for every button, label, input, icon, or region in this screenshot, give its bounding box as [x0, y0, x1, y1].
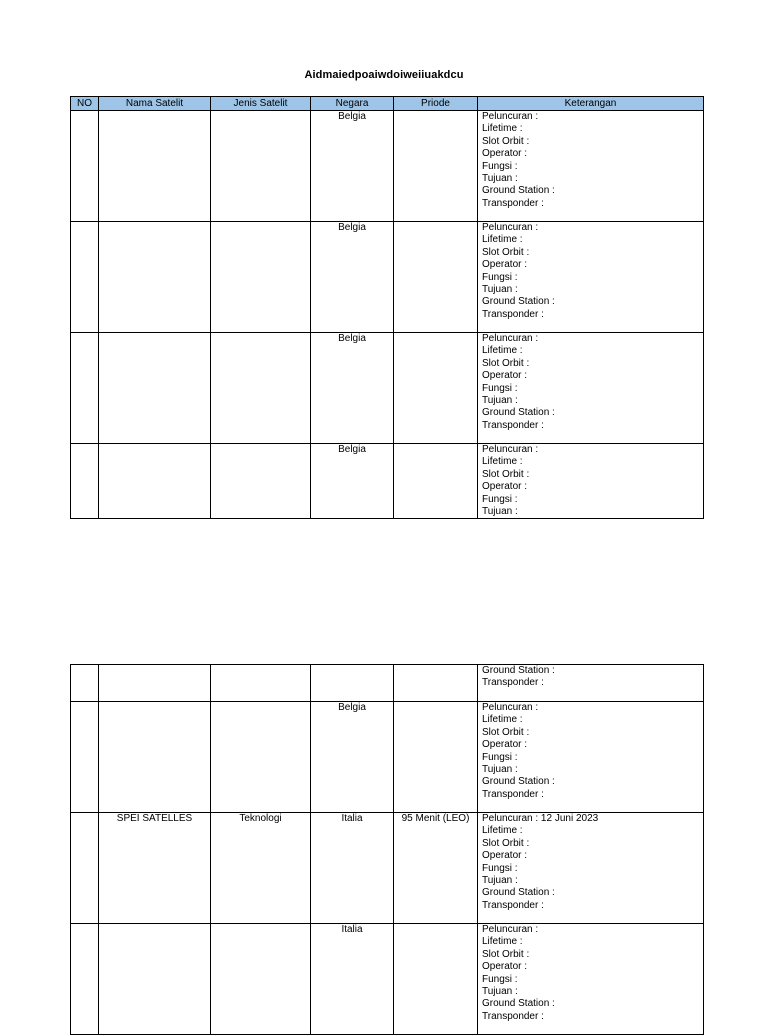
table-header-row — [71, 97, 704, 111]
keterangan-line: Lifetime : — [482, 234, 523, 246]
cell-no — [71, 333, 99, 444]
table-row — [71, 702, 704, 813]
cell-negara: Belgia — [311, 222, 394, 333]
keterangan-line: Fungsi : — [482, 493, 518, 505]
keterangan-line: Tujuan : — [482, 395, 518, 407]
document-title: Aidmaiedpoaiwdoiweiiuakdcu — [304, 69, 464, 81]
keterangan-line: Operator : — [482, 961, 528, 973]
keterangan-line: Ground Station : — [482, 776, 555, 788]
header-no: NO — [71, 97, 99, 111]
cell-nama-satelit — [99, 111, 211, 222]
header-negara: Negara — [311, 97, 394, 111]
cell-keterangan — [478, 813, 704, 924]
keterangan-line: Peluncuran : — [482, 444, 539, 455]
keterangan-line: Peluncuran : — [482, 111, 539, 122]
satellite-table-page-1 — [70, 96, 704, 519]
cell-no — [71, 665, 99, 702]
cell-jenis-satelit — [211, 444, 311, 519]
keterangan-line: Slot Orbit : — [482, 468, 530, 480]
cell-nama-satelit — [99, 444, 211, 519]
keterangan-line: Slot Orbit : — [482, 948, 530, 960]
cell-priode — [394, 444, 478, 519]
cell-keterangan — [478, 665, 704, 702]
header-priode: Priode — [394, 97, 478, 111]
cell-jenis-satelit — [211, 333, 311, 444]
keterangan-line: Lifetime : — [482, 714, 523, 726]
cell-nama-satelit — [99, 665, 211, 702]
cell-priode — [394, 924, 478, 1035]
cell-no — [71, 222, 99, 333]
keterangan-line: Fungsi : — [482, 973, 518, 985]
keterangan-line: Transponder : — [482, 788, 544, 800]
keterangan-line: Tujuan : — [482, 284, 518, 296]
satellite-table-page-2 — [70, 664, 704, 1035]
cell-negara: Italia — [311, 924, 394, 1035]
cell-jenis-satelit — [211, 665, 311, 702]
keterangan-line: Fungsi : — [482, 271, 518, 283]
table-row — [71, 111, 704, 222]
cell-no — [71, 813, 99, 924]
keterangan-line: Transponder : — [482, 308, 544, 320]
keterangan-line: Slot Orbit : — [482, 246, 530, 258]
keterangan-line: Peluncuran : 12 Juni 2023 — [482, 813, 599, 824]
keterangan-line: Peluncuran : — [482, 333, 539, 344]
keterangan-line: Tujuan : — [482, 875, 518, 887]
keterangan-line: Peluncuran : — [482, 924, 539, 935]
cell-keterangan — [478, 333, 704, 444]
cell-keterangan — [478, 222, 704, 333]
cell-no — [71, 924, 99, 1035]
table-row — [71, 924, 704, 1035]
keterangan-line: Tujuan : — [482, 506, 518, 518]
keterangan-line: Transponder : — [482, 1010, 544, 1022]
cell-negara: Italia — [311, 813, 394, 924]
keterangan-line: Operator : — [482, 259, 528, 271]
cell-jenis-satelit — [211, 222, 311, 333]
keterangan-line: Lifetime : — [482, 456, 523, 468]
keterangan-line: Transponder : — [482, 899, 544, 911]
header-keterangan: Keterangan — [478, 97, 704, 111]
table-row — [71, 665, 704, 702]
keterangan-line: Fungsi : — [482, 751, 518, 763]
keterangan-line: Ground Station : — [482, 296, 555, 308]
cell-negara: Belgia — [311, 333, 394, 444]
keterangan-line: Fungsi : — [482, 160, 518, 172]
keterangan-line: Slot Orbit : — [482, 837, 530, 849]
cell-jenis-satelit — [211, 702, 311, 813]
keterangan-line: Peluncuran : — [482, 702, 539, 713]
cell-priode — [394, 111, 478, 222]
keterangan-line: Slot Orbit : — [482, 726, 530, 738]
keterangan-line: Slot Orbit : — [482, 357, 530, 369]
keterangan-line: Operator : — [482, 739, 528, 751]
keterangan-line: Operator : — [482, 148, 528, 160]
keterangan-line: Ground Station : — [482, 665, 555, 676]
keterangan-line: Tujuan : — [482, 173, 518, 185]
keterangan-line: Operator : — [482, 370, 528, 382]
cell-no — [71, 444, 99, 519]
keterangan-line: Ground Station : — [482, 887, 555, 899]
header-nama-satelit: Nama Satelit — [99, 97, 211, 111]
keterangan-line: Fungsi : — [482, 862, 518, 874]
cell-negara: Belgia — [311, 111, 394, 222]
keterangan-line: Transponder : — [482, 677, 544, 689]
cell-negara — [311, 665, 394, 702]
cell-no — [71, 111, 99, 222]
header-jenis-satelit: Jenis Satelit — [211, 97, 311, 111]
cell-jenis-satelit — [211, 924, 311, 1035]
keterangan-line: Ground Station : — [482, 407, 555, 419]
keterangan-line: Lifetime : — [482, 123, 523, 135]
keterangan-line: Lifetime : — [482, 825, 523, 837]
keterangan-line: Ground Station : — [482, 998, 555, 1010]
cell-no — [71, 702, 99, 813]
cell-jenis-satelit: Teknologi — [211, 813, 311, 924]
keterangan-line: Fungsi : — [482, 382, 518, 394]
cell-negara: Belgia — [311, 444, 394, 519]
cell-nama-satelit — [99, 924, 211, 1035]
cell-priode — [394, 702, 478, 813]
cell-priode — [394, 665, 478, 702]
keterangan-line: Operator : — [482, 850, 528, 862]
table-row — [71, 222, 704, 333]
cell-nama-satelit — [99, 702, 211, 813]
cell-nama-satelit — [99, 222, 211, 333]
cell-jenis-satelit — [211, 111, 311, 222]
cell-keterangan — [478, 444, 704, 519]
keterangan-line: Operator : — [482, 481, 528, 493]
cell-negara: Belgia — [311, 702, 394, 813]
keterangan-line: Transponder : — [482, 197, 544, 209]
table-row — [71, 444, 704, 519]
keterangan-line: Lifetime : — [482, 345, 523, 357]
cell-keterangan — [478, 924, 704, 1035]
keterangan-line: Slot Orbit : — [482, 135, 530, 147]
cell-keterangan — [478, 111, 704, 222]
cell-keterangan — [478, 702, 704, 813]
keterangan-line: Tujuan : — [482, 764, 518, 776]
table-row — [71, 333, 704, 444]
cell-nama-satelit: SPEI SATELLES — [99, 813, 211, 924]
keterangan-line: Ground Station : — [482, 185, 555, 197]
table-row — [71, 813, 704, 924]
cell-nama-satelit — [99, 333, 211, 444]
keterangan-line: Lifetime : — [482, 936, 523, 948]
cell-priode — [394, 222, 478, 333]
keterangan-line: Transponder : — [482, 419, 544, 431]
cell-priode: 95 Menit (LEO) — [394, 813, 478, 924]
keterangan-line: Tujuan : — [482, 986, 518, 998]
cell-priode — [394, 333, 478, 444]
keterangan-line: Peluncuran : — [482, 222, 539, 233]
